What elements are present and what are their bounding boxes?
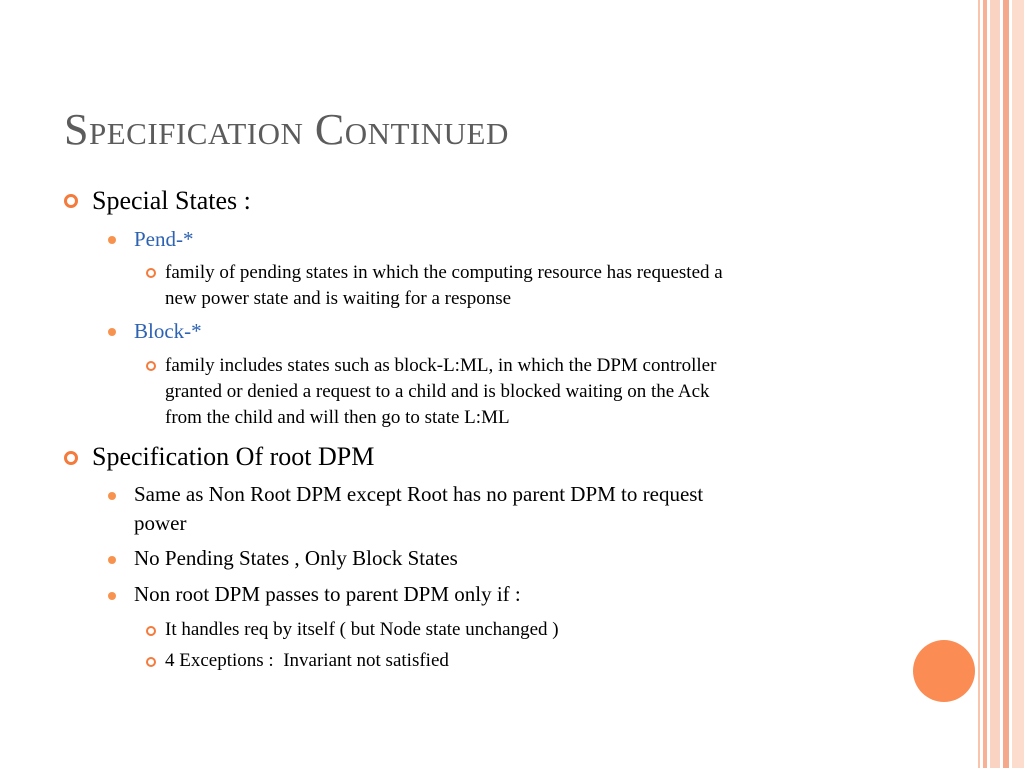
bullet-text: Pend-* [134,227,194,251]
dot-bullet-icon [108,492,116,500]
decorative-stripe [1012,0,1024,768]
slide-title: Specification Continued [64,105,509,154]
ring-bullet-icon [146,268,156,278]
bullet-text: from the child and will then go to state L:ML [165,407,510,428]
decorative-stripe [983,0,987,768]
bullet-text: new power state and is waiting for a response [165,288,512,309]
ring-bullet-icon [146,626,156,636]
bullet-text: family of pending states in which the computing resource has requested a [165,262,723,283]
decorative-stripe [978,0,980,768]
dot-bullet-icon [108,236,116,244]
bullet-text: power [134,511,187,535]
ring-bullet-icon [146,657,156,667]
bullet-text: Special States : [92,186,251,215]
bullet-text: Same as Non Root DPM except Root has no parent DPM to request [134,482,704,506]
bullet-text: family includes states such as block-L:ML, in which the DPM controller [165,355,717,376]
ring-bullet-icon [64,451,78,465]
bullet-text: It handles req by itself ( but Node state unchanged ) [165,619,559,640]
bullet-text: granted or denied a request to a child and is blocked waiting on the Ack [165,381,710,402]
bullet-text: Non root DPM passes to parent DPM only if : [134,582,521,606]
ring-bullet-icon [146,361,156,371]
bullet-text: No Pending States , Only Block States [134,546,458,570]
bullet-text: 4 Exceptions : Invariant not satisfied [165,650,449,671]
dot-bullet-icon [108,556,116,564]
dot-bullet-icon [108,328,116,336]
ring-bullet-icon [64,194,78,208]
decorative-stripe [990,0,1000,768]
bullet-text: Specification Of root DPM [92,442,375,471]
dot-bullet-icon [108,592,116,600]
bullet-text: Block-* [134,319,202,343]
decorative-stripe [1003,0,1009,768]
decorative-circle [913,640,975,702]
